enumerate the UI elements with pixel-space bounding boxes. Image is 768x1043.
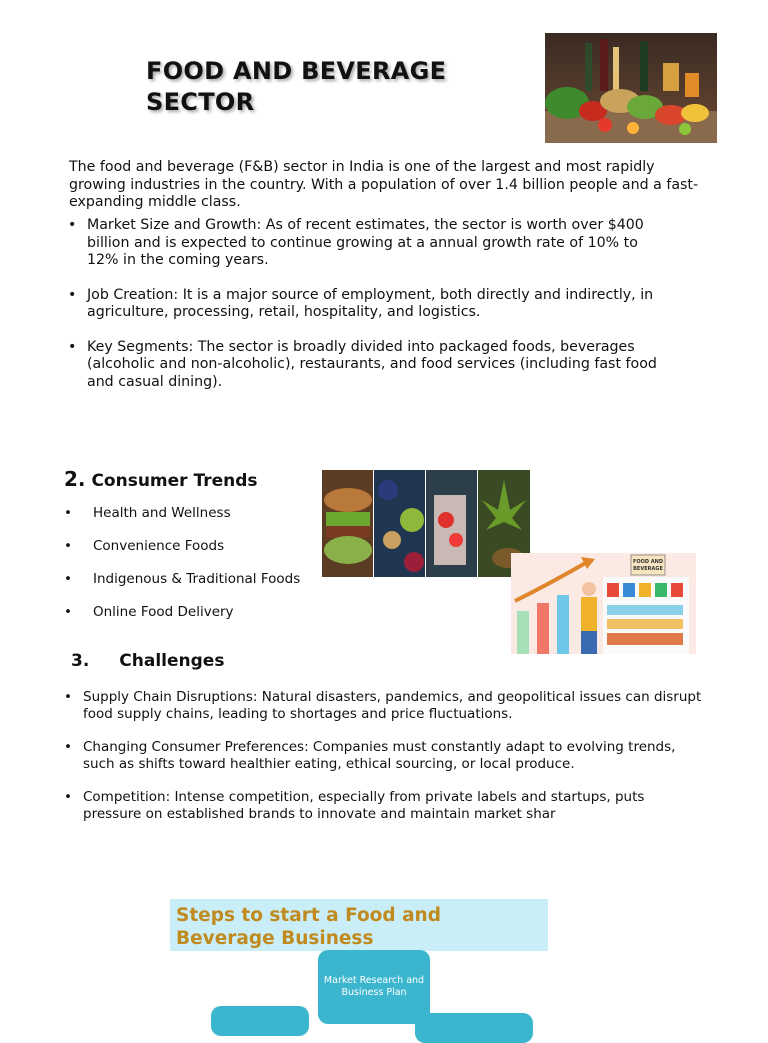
flow-node-market-research: Market Research and Business Plan xyxy=(318,950,430,1024)
section-heading-trends: 2. Consumer Trends xyxy=(64,467,258,491)
bullet: • xyxy=(68,338,77,355)
food-collage-photo xyxy=(322,470,530,577)
bullet: • xyxy=(68,217,77,233)
list-item: • Supply Chain Disruptions: Natural disasters, pandemics, and geopolitical issues can disrupt food supply chains, leading to shortages and price fluctuations. xyxy=(64,689,702,722)
bullet: • xyxy=(64,739,72,755)
list-item: • Indigenous & Traditional Foods xyxy=(64,571,301,587)
bullet: • xyxy=(64,789,72,805)
bullet: • xyxy=(68,286,77,303)
intro-paragraph: The food and beverage (F&B) sector in India is one of the largest and most rapidly growing industries in the country. With a population of over 1.4 billion people and a fast-expanding middle class. xyxy=(69,159,699,210)
flow-node-right xyxy=(415,1013,533,1043)
list-item: • Changing Consumer Preferences: Companies must constantly adapt to evolving trends, such as shifts toward healthier eating, ethical sourcing, or local produce. xyxy=(64,739,676,772)
list-item: • Market Size and Growth: As of recent estimates, the sector is worth over $400 billion and is expected to continue growing at a annual growth rate of 10% to 12% in the coming years. xyxy=(68,217,644,268)
steps-title: Steps to start a Food and Beverage Business xyxy=(176,905,441,949)
groceries-photo xyxy=(545,33,717,143)
section-heading-challenges: 3. Challenges xyxy=(71,651,225,671)
bullet: • xyxy=(64,604,72,620)
list-item: • Online Food Delivery xyxy=(64,604,234,620)
challenges-list xyxy=(64,689,703,839)
svg-text:BEVERAGE: BEVERAGE xyxy=(633,566,663,572)
svg-text:FOOD AND: FOOD AND xyxy=(632,559,664,565)
food-beverage-illustration xyxy=(511,553,696,654)
bullet: • xyxy=(64,505,72,521)
list-item: • Key Segments: The sector is broadly divided into packaged foods, beverages (alcoholic and non-alcoholic), restaurants, and food services (including fast food and casual dining). xyxy=(68,338,657,390)
list-item: • Competition: Intense competition, especially from private labels and startups, puts pressure on established brands to innovate and maintain market shar xyxy=(64,789,645,822)
bullet: • xyxy=(64,538,72,554)
list-item: • Convenience Foods xyxy=(64,538,225,554)
list-item: • Health and Wellness xyxy=(64,505,231,521)
list-item: • Job Creation: It is a major source of employment, both directly and indirectly, in agriculture, processing, retail, hospitality, and logistics. xyxy=(68,286,654,320)
trends-list xyxy=(64,505,323,637)
flow-node-left xyxy=(211,1006,309,1036)
bullet: • xyxy=(64,571,72,587)
page-title: FOOD AND BEVERAGE SECTOR xyxy=(146,57,447,116)
sector-points-list xyxy=(68,217,657,408)
bullet: • xyxy=(64,689,72,705)
